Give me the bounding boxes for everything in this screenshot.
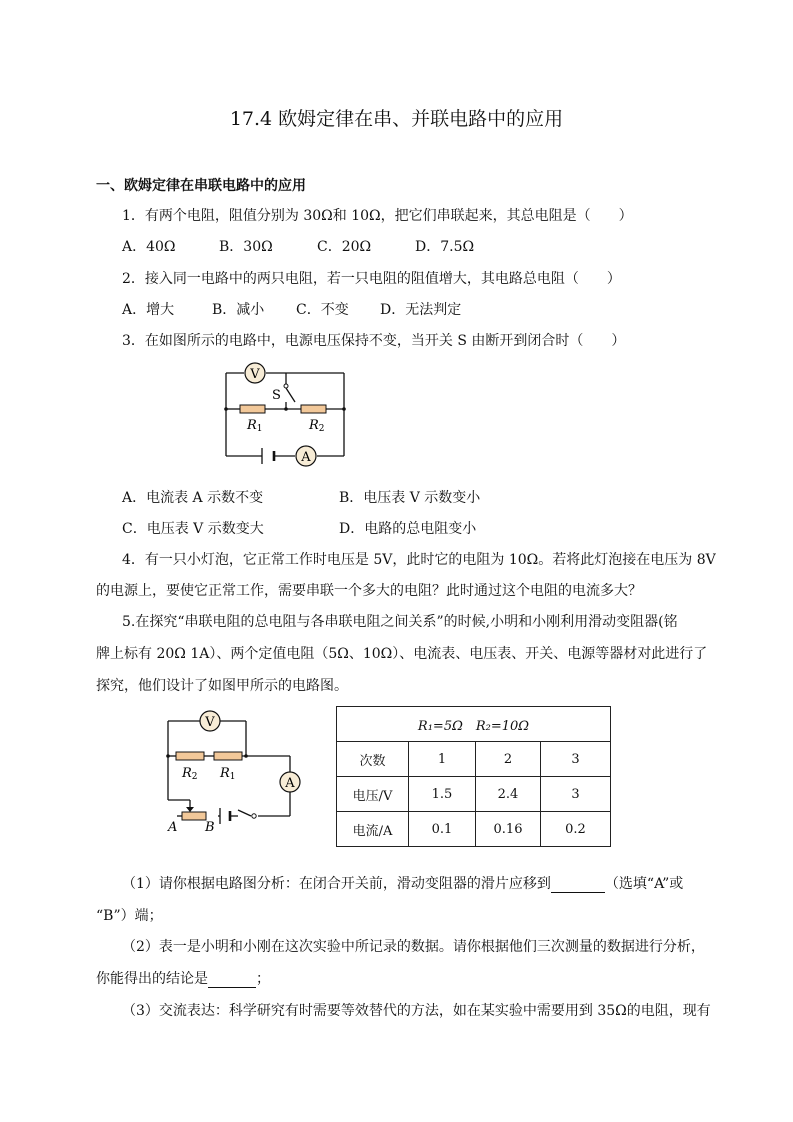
resistor-r1-icon bbox=[240, 405, 265, 413]
table-header-cell: R₁=5Ω R₂=10Ω bbox=[337, 707, 611, 742]
table-cell: 2 bbox=[476, 742, 541, 777]
table-row bbox=[337, 812, 611, 847]
r1-label: R bbox=[220, 766, 230, 781]
resistor-r1-icon bbox=[214, 752, 242, 760]
q5-sub1 bbox=[122, 873, 683, 893]
q5-sub2-text: 你能得出的结论是 bbox=[96, 971, 208, 987]
q5-sub2-conclusion bbox=[96, 968, 270, 988]
q2-option-d: D．无法判定 bbox=[380, 302, 462, 318]
r2-label: R bbox=[182, 766, 192, 781]
table-cell: 1.5 bbox=[409, 777, 476, 812]
q3-circuit-diagram bbox=[220, 360, 350, 470]
voltmeter-label: V bbox=[205, 715, 215, 730]
q5-line-3: 探究，他们设计了如图甲所示的电路图。 bbox=[96, 678, 348, 694]
svg-text:R2 bbox=[181, 766, 198, 782]
switch-icon bbox=[252, 814, 256, 818]
rheostat-icon bbox=[182, 812, 206, 820]
r1-subscript: 1 bbox=[256, 424, 263, 434]
answer-blank-1[interactable] bbox=[551, 876, 605, 893]
r2-subscript: 2 bbox=[318, 424, 325, 434]
table-cell: 3 bbox=[541, 777, 611, 812]
page-title: 17.4 欧姆定律在串、并联电路中的应用 bbox=[229, 108, 564, 130]
table-cell: 电压/V bbox=[337, 777, 409, 812]
table-cell: 2.4 bbox=[476, 777, 541, 812]
q2-stem: 2．接入同一电路中的两只电阻，若一只电阻的阻值增大，其电路总电阻（ ） bbox=[122, 271, 621, 287]
table-header-row bbox=[337, 707, 611, 742]
q5-sub3: （3）交流表达：科学研究有时需要等效替代的方法，如在某实验中需要用到 35Ω的电阻，现有 bbox=[122, 1003, 711, 1019]
table-cell: 3 bbox=[541, 742, 611, 777]
answer-blank-2[interactable] bbox=[208, 971, 256, 988]
slider-arrow-icon bbox=[186, 807, 194, 812]
q4-line-2: 的电源上，要使它正常工作，需要串联一个多大的电阻？此时通过这个电阻的电流多大？ bbox=[96, 583, 642, 599]
q5-line-1: 5.在探究“串联电阻的总电阻与各串联电阻之间关系”的时候,小明和小刚利用滑动变阻器(铭 bbox=[122, 614, 678, 630]
q2-option-b: B．减小 bbox=[212, 302, 265, 318]
table-cell: 0.2 bbox=[541, 812, 611, 847]
resistor-r2-icon bbox=[301, 405, 326, 413]
section-heading: 一、欧姆定律在串联电路中的应用 bbox=[96, 178, 306, 194]
data-table bbox=[336, 706, 611, 847]
q1-option-d: D．7.5Ω bbox=[415, 239, 475, 255]
svg-text:R2 bbox=[308, 418, 325, 434]
table-cell: 电流/A bbox=[337, 812, 409, 847]
q2-option-a: A．增大 bbox=[122, 302, 175, 318]
q5-sub1-text-b: （选填“A”或 bbox=[604, 876, 684, 892]
q2-option-c: C．不变 bbox=[296, 302, 349, 318]
table-row bbox=[337, 742, 611, 777]
q3-stem: 3．在如图所示的电路中，电源电压保持不变，当开关 S 由断开到闭合时（ ） bbox=[122, 333, 626, 349]
r1-subscript: 1 bbox=[229, 772, 236, 782]
table-row bbox=[337, 777, 611, 812]
q3-option-b: B．电压表 V 示数变小 bbox=[339, 490, 481, 506]
q3-option-d: D．电路的总电阻变小 bbox=[339, 521, 477, 537]
q4-line-1: 4．有一只小灯泡，它正常工作时电压是 5V，此时它的电阻为 10Ω。若将此灯泡接在电压为 8V bbox=[122, 552, 716, 568]
r2-subscript: 2 bbox=[191, 772, 198, 782]
table-cell: 1 bbox=[409, 742, 476, 777]
q1-option-c: C．20Ω bbox=[317, 239, 372, 255]
end-b-label: B bbox=[205, 820, 215, 835]
ammeter-label: A bbox=[301, 450, 311, 465]
q5-circuit-diagram bbox=[160, 706, 310, 838]
switch-label: S bbox=[272, 388, 281, 403]
q3-option-a: A．电流表 A 示数不变 bbox=[122, 490, 264, 506]
resistor-r2-icon bbox=[176, 752, 204, 760]
voltmeter-label: V bbox=[250, 367, 260, 382]
q5-sub2: （2）表一是小明和小刚在这次实验中所记录的数据。请你根据他们三次测量的数据进行分析， bbox=[122, 939, 705, 955]
q5-sub1-text: （1）请你根据电路图分析：在闭合开关前，滑动变阻器的滑片应移到 bbox=[122, 876, 551, 892]
q5-sub1-end: “B”）端； bbox=[96, 908, 163, 924]
end-a-label: A bbox=[168, 820, 178, 835]
table-cell: 0.16 bbox=[476, 812, 541, 847]
table-cell: 次数 bbox=[337, 742, 409, 777]
table-cell: 0.1 bbox=[409, 812, 476, 847]
q3-option-c: C．电压表 V 示数变大 bbox=[122, 521, 264, 537]
r1-label: R bbox=[247, 418, 257, 433]
q5-line-2: 牌上标有 20Ω 1A）、两个定值电阻（5Ω、10Ω）、电流表、电压表、开关、电源等器材对此进行了 bbox=[96, 646, 708, 662]
q1-option-b: B．30Ω bbox=[219, 239, 273, 255]
q1-stem: 1．有两个电阻，阻值分别为 30Ω和 10Ω，把它们串联起来，其总电阻是（ ） bbox=[122, 208, 633, 224]
svg-text:R1 bbox=[246, 418, 263, 434]
ammeter-label: A bbox=[285, 776, 295, 791]
q1-option-a: A．40Ω bbox=[122, 239, 176, 255]
r2-label: R bbox=[309, 418, 319, 433]
svg-text:R1 bbox=[219, 766, 236, 782]
q5-sub2-end: ； bbox=[256, 971, 270, 987]
